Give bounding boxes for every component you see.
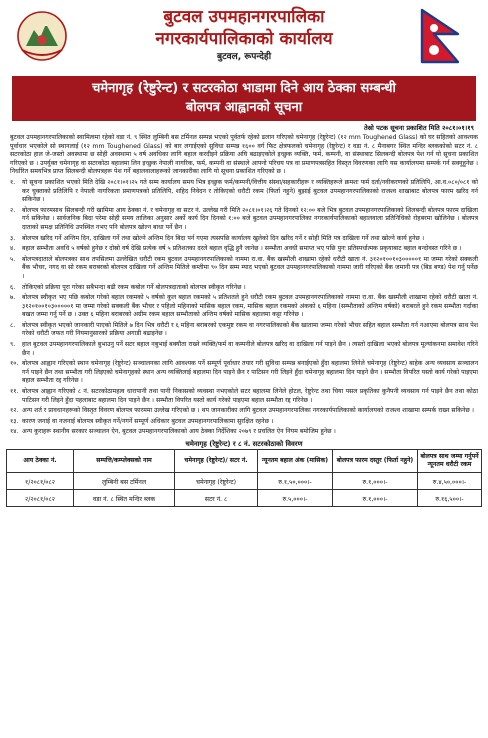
office-name-line2: नगरकार्यपालिकाको कार्यालय [155, 29, 333, 49]
list-item: १३. कारण जनाई वा नजनाई बोलपत्र स्वीकृत गर्ने/नगर्ने सम्पूर्ण अधिकार बुटवल उपमहानगरपालिकामा सुरक्षित रहनेछ । [10, 417, 274, 425]
col-header: सम्पत्ति/कम्प्लेक्सको नाम [74, 450, 175, 473]
list-item: ११. बोलपत्र आह्वान गरिएको ८ नं. सटरकोठामहत्व धारापानी तथा पानी निकासको व्यवस्था नभएकोले सटर बहालमा लिनेले होटल, रेष्टुरेन्ट तथा चिया पसल प्रकृतिका कुनैपनी व्यवसाय गर्न पाइने छैन तथा कोठा पाटिसन गरी लिइने हुँदा पहलाबाट बहालमा दिन पाइने छैन । सम्भौता विपरित यस्तो कार्य गरेको पाइएमा बहाल सम्भौता रद्द गरिनेछ । [10, 388, 478, 404]
list-item: ७. बोलपत्र स्वीकृत भए पछि कबोल गरेको बहाल रकमको ५ वर्षको कुल बहाल रकमको ५ प्रतिशतले हुने धरौटी रकम बुटवल उपमहानगरपालिकाको नाममा रा.वा. बैंक खस्मौली शाखामा रहेको धरौटी खाता नं. ३१२०१००१०३०००००१ मा जम्मा गरेको सक्कली बैंक भौचर र पहिलो महिनाको मासिक बहाल रकम, मासिक बहाल रकमको अंकको ६ महिना (सम्भौताको अन्तिम वर्षको) बराबरले हुने रकम सम्भौता गर्दाका बखत जम्मा गर्नु पर्ने छ । उक्त ६ महिना बराबरको अग्रीम रकम बहाल सम्भौताको अन्तिम वर्षको मासिक बहालमा कट्टा गरिनेछ । [10, 294, 478, 319]
col-header: न्यूनतम बहाल अंक (मासिक) [258, 450, 333, 473]
table-cell: रु.४,५०,०००।- [418, 473, 482, 490]
table-cell: रु.५,०००।- [258, 490, 333, 507]
table-row [7, 490, 482, 507]
notice-title-banner [12, 76, 476, 121]
table-cell: २/२०८१/०८२ [7, 490, 74, 507]
notice-title-line1: चमेनागृह (रेष्टुरेन्ट) र सटरकोठा भाडामा दिने आय ठेक्का सम्बन्धी [92, 81, 396, 96]
table-title: चमेनागृह (रेष्टुरेन्ट) र ८ नं. सटरकोठाको विवरण [185, 440, 303, 448]
table-cell: रु.१,०००।- [333, 490, 418, 507]
office-location: बुटवल, रूपन्देही [216, 52, 272, 62]
table-cell: रु.१६,५००।- [418, 490, 482, 507]
details-table [6, 449, 482, 507]
list-item: १. यो सूचना प्रकाशित भएको मिति देखि २०८१।०१।२५ गते सम्म कार्यालय समय भित्र इच्छुक फर्म/कम्पनी/वित्तीय संस्था/सहकारीहरू र व्यक्तिहरूले क्रमशः फर्म दर्ता/नवीकरणको प्रतिलिपि, आ.व.०८०/०८१ को कर चुक्ताको प्रतिलिपि र नेपाली नागरिकता प्रमाणपत्रको प्रतिलिपि, शहिद निवेदन र तोकिएको धरौटी रकम (फिर्ता नहुने) बुझाई बुटवल उपमहानगरपालिकाको राजश्व शाखाबाट बोलपत्र फारम खरिद गर्न सकिनेछ । [10, 178, 478, 204]
col-header: चमेनागृह (रेष्टुरेन्ट)/ सटर नं. [175, 450, 258, 473]
col-header: आय ठेक्का नं. [7, 450, 74, 473]
notice-title-line2: बोलपत्र आह्वानको सूचना [185, 100, 303, 115]
table-header-row [7, 450, 482, 473]
table-cell: लुम्बिनी बस टर्मिनल [74, 473, 175, 490]
list-item: ६. तोकिएको प्रक्रिया पूरा गरेका सबैभन्दा बढी रकम कबोल गर्ने बोलपत्रदाताको बोलपत्र स्वीकृत गरिनेछ । [10, 283, 246, 291]
table-row [7, 473, 482, 490]
table-cell: रु.१,०००।- [333, 473, 418, 490]
terms-list [10, 179, 478, 437]
table-cell: रु.१,५०,०००।- [258, 473, 333, 490]
table-cell: १/२०८१/०८२ [7, 473, 74, 490]
office-name-line1: बुटवल उपमहानगरपालिका [163, 7, 325, 27]
list-item: ५. बोलपत्रदाताले बोलपत्रका साथ तपसिलमा उल्लेखित धरौटी रकम बुटवल उपमहानगरपालिकाको नाममा रा.वा. बैंक खस्मौली शाखामा रहेको धरौटी खाता नं. ३१२०१००१०३०००००१ मा जम्मा गरेको सक्कली बैंक भौचर, नगद वा सो रकम बराबरको बोलपत्र दाखिला गर्ने अन्तिम मितिले कम्तीमा ९० दिन सम्म म्याद भएको बुटवल उपमहानगरपालिकाको नाममा जारी गरिएको बैंक जमानी पत्र (बिड बण्ड) पेश गर्नु पर्नेछ । [10, 255, 478, 280]
table-cell: सटर नं. ८ [175, 490, 258, 507]
list-item: २. बोलपत्र फारमसाथ सिलबन्दी गरी खामिमा आय ठेक्का नं. र चमेनागृह वा सटर नं. उल्लेख गरी मिति २०८१।०१।२६ गते दिनको १२:०० बजे भित्र बुटवल उपमहानगरपालिकाको शिलबन्दी बोलपत्र फारम दाखिला गर्न सकिनेछ । सार्वजनिक बिदा परेमा सोही समय तालिका अनुसार अर्को कार्य दिन दिनको १:०० बजे बुटवल उपमहानगरपालिका नगरकार्यपालिकाको बहालवाला प्रतिनिधिको रोहबरमा खोलिनेछ । बोलपत्र दाताको समक्ष प्रतिनिधि उपस्थित नभए पनि बोलपत्र खोल्न बाधा पर्ने छैन । [10, 206, 478, 231]
list-item: १४. अन्य कुराहरू स्थानीय सरकार सञ्चालन ऐन, बुटवल उपमहानगरपालिकाको आय ठेक्का निर्देशिका २०७९ र प्रचलित ऐन नियम बमोजिम हुनेछ । [10, 428, 336, 436]
col-header: बोलपत्र साथ जम्मा गर्नुपर्ने न्यूनतम धरौटी रकम [418, 450, 482, 473]
nepal-flag-icon [418, 8, 464, 64]
list-item: ८. बोलपत्र स्वीकृत भएको जानकारी पाएको मितिले ७ दिन भित्र धरौटी र ६ महिना बराबरको एकमुष्ट रकम वा नगरपालिकाको बैंक खातामा जम्मा गरेको भौचर सहित बहाल सम्भौता गर्न नआएमा बोलपत्र साथ पेश गरेको धरौटी जफत गरी नियमानुसारको प्रक्रिया अगाडी बढाइनेछ । [10, 321, 478, 338]
list-item: १२. अन्य शर्त र प्रावधानहरूको विस्तृत विवरण बोलपत्र फारममा उल्लेख गरिएको छ । थप जानकारीका लागि बुटवल उपमहानगरपालिका नगरकार्यपालिकाको कार्यालयको राजश्व शाखामा सम्पर्क राख्न सकिनेछ । [10, 407, 475, 415]
letterhead [6, 6, 482, 72]
table-cell: चमेनागृह (रेष्टुरेन्ट) [175, 473, 258, 490]
table-cell: वडा नं. ८ स्थित मन्दिर ब्लक [74, 490, 175, 507]
publish-date: तेस्रो पटक सूचना प्रकाशित मिति २०८१।०१।१९ [363, 124, 474, 132]
list-item: ३. बोलपत्र खरिद गर्ने अन्तिम दिन, दाखिला गर्ने तथा खोल्ने अन्तिम दिन बिदा पर्न गएमा त्यसपछि कार्यालय खुलेको दिन खरिद गर्ने र सोही मिति पत्र दाखिला गर्ने तथा खोल्ने कार्य हुनेछ । [10, 234, 425, 242]
list-item: ४. बहाल सम्भौता अवधि ५ वर्षको हुनेछ र दोस्रो वर्ष देखि प्रत्येक वर्ष ५ प्रतिशतका दरले बहाल वृद्धि हुनै जानेछ । सम्भौता अवधी समाप्त भए पछि पुनः प्रतिस्पर्धात्मक प्रकृयाबाट बहाल बन्दोवस्त गरिने छ । [10, 245, 462, 253]
intro-paragraph: बुटवल उपमहानगरपालिकाको स्वामित्वमा रहेको वडा नं. ९ स्थित लुम्बिनी बस टर्मिनल सम्पन्न भएको पूर्वतर्फ रहेको ढलान गरिएको चमेनागृह (रेष्टुरेन्ट) (१२ mm Toughened Glass) को घर सहितको आवश्यक पूर्वाधार भएकोले सो स्थानलाई (१२ mm Toughened Glass) को बार लगाईएको सुविधा सम्पन्न १६०० वर्ग फिट क्षेत्रफलको चमेनागृह (रेष्टुरेन्ट) र वडा नं. ८ मैनाबगर स्थित मन्दिर ब्लककोको सटर नं. ८ सटरकोठा हाल जे-जस्तो अवस्थामा छ सोही अवस्थामा ५ वर्ष अवधिका लागि बहाल करदीइने प्रक्रिया अघि बढाइएकोले इच्छुक व्यक्ति, फर्म, कम्पनी, वा संस्थाबाट सिलबन्दी बोलपत्र पेश गर्न यो सूचना प्रकाशित गरिएको छ । उपर्युक्त चमेनागृह वा सटरकोठा बहालमा लिन इच्छुक नेपाली नागरिक, फर्म, कम्पनी वा संस्थाले आफ्नो परिचय पत्र वा प्रमाणपत्रसहित विस्तृत विवरणका लागि यस कार्यालयमा सम्पर्क गर्न सक्नुहुनेछ । निर्धारित समयभित्र प्राप्त सिलबन्दी बोलपत्रहरू पेश गर्ने बहालवालाहरूको जानकारीका लागि यो सूचना प्रकाशित गरिएको छ । [10, 134, 478, 176]
list-item: ९. हाल बुटवल उपमहानगरपालिकाले बुभाउनु पर्ने सटर बहाल नबुभाई बक्यौता राख्ने व्यक्ति/फर्म वा कम्पनीले बोलपत्र खरिद वा दाखिला गर्न पाइने छैन । त्यस्तो दाखिला भएको बोलपत्र मूल्यांकनमा समावेश गरिने छैन । [10, 341, 478, 357]
col-header: बोलपत्र फारम दस्तुर (फिर्ता नहुने) [333, 450, 418, 473]
list-item: १०. बोलपत्र आह्वान गरिएको स्थान चमेनागृह (रेष्टुरेन्ट) सञ्चालनका लागि आवश्यक पर्ने सम्पूर्ण पूर्वाधार तयार गरी सुविधा सम्पन्न बनाईएको हुँदा बहालमा लिनेले चमेनागृह (रेष्टुरेन्ट) बाहेक अन्य व्यवसाय सञ्चालन गर्न पाइने छैन तथा सम्भौता गरी लिइएको चमेनागृहको स्थान अन्य व्यक्तिलाई बहालमा दिन पाइने छैन र पाटिसन गरी लिइने हुँदा चमेनागृह बहालमा दिन पाइने छैन । सम्भौता विपरित यस्तो कार्य गरेको पाइएमा बहाल सम्भौता रद्द गरिनेछ । [10, 360, 478, 385]
emblem-icon [14, 10, 70, 62]
